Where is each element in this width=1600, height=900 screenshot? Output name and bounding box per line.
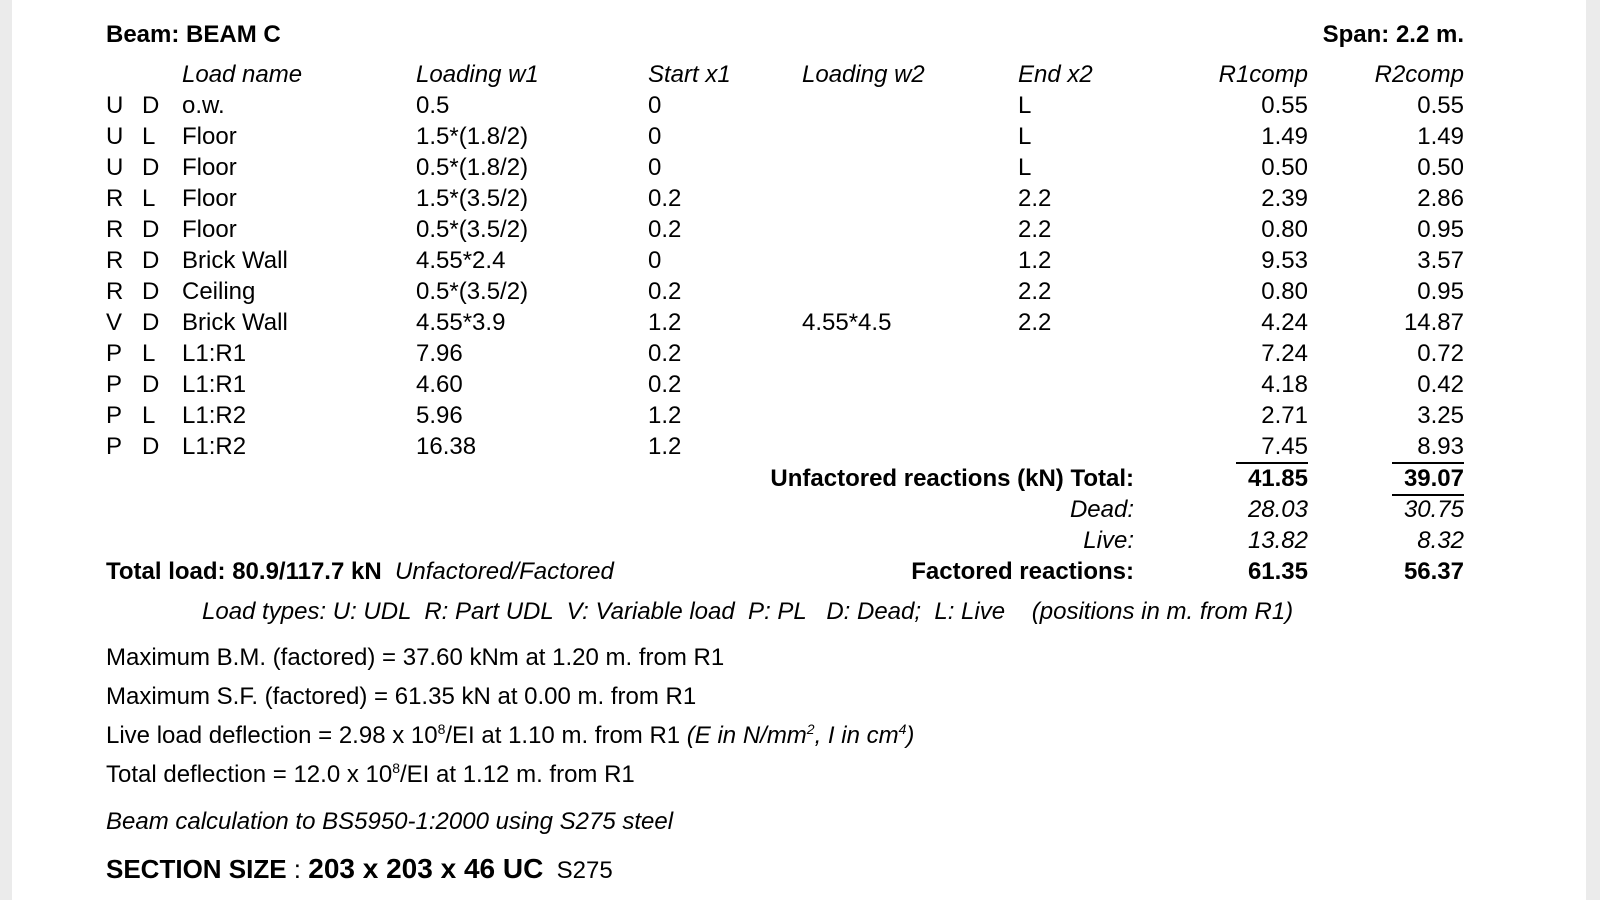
section-grade: S275: [556, 857, 613, 884]
span-label: Span:: [1322, 21, 1390, 48]
load-category: D: [142, 433, 160, 460]
load-name: Brick Wall: [182, 309, 288, 336]
loading-w1: 4.55*3.9: [416, 309, 506, 336]
total-defl-exponent: 8: [392, 760, 400, 776]
units-sup-1: 2: [806, 721, 815, 737]
load-name: L1:R1: [182, 371, 247, 398]
section-size: [106, 852, 613, 888]
load-name: L1:R1: [182, 340, 247, 367]
units-c: ): [906, 722, 915, 749]
dead-label: Dead:: [1069, 496, 1134, 523]
load-type: P: [106, 371, 123, 398]
table-row: [12, 370, 1586, 400]
table-row: [12, 184, 1586, 214]
start-x1: 1.2: [648, 309, 682, 336]
loading-w1: 7.96: [416, 340, 463, 367]
live-defl-text-b: /EI at 1.10 m. from R1: [445, 722, 687, 749]
r2comp: 0.42: [1417, 371, 1464, 398]
start-x1: 0.2: [648, 371, 682, 398]
r1comp: 0.55: [1261, 92, 1308, 119]
r1comp: 2.39: [1261, 185, 1308, 212]
load-type: U: [106, 154, 124, 181]
r1comp: 4.18: [1261, 371, 1308, 398]
total-load: [106, 557, 614, 587]
loading-w1: 0.5: [416, 92, 450, 119]
load-name: Floor: [182, 123, 237, 150]
header-load-name: Load name: [182, 61, 303, 88]
total-load-note: Unfactored/Factored: [395, 558, 614, 585]
table-row: [12, 432, 1586, 462]
start-x1: 1.2: [648, 402, 682, 429]
loading-w1: 16.38: [416, 433, 477, 460]
load-category: D: [142, 278, 160, 305]
section-size-label: SECTION SIZE: [106, 854, 287, 884]
r2comp: 3.25: [1417, 402, 1464, 429]
beam-title: Beam: BEAM C: [106, 21, 281, 48]
load-name: Floor: [182, 185, 237, 212]
header-r1comp: R1comp: [1218, 61, 1308, 88]
load-type: U: [106, 92, 124, 119]
total-defl-text-a: Total deflection = 12.0 x 10: [106, 761, 393, 788]
start-x1: 0: [648, 247, 662, 274]
load-category: D: [142, 371, 160, 398]
header-r2comp: R2comp: [1374, 61, 1464, 88]
load-name: L1:R2: [182, 433, 247, 460]
table-row: [12, 215, 1586, 245]
units-a: (E in N/mm: [686, 722, 807, 749]
end-x2: 2.2: [1018, 309, 1052, 336]
r1comp: 7.24: [1261, 340, 1308, 367]
header-end-x2: End x2: [1018, 61, 1093, 88]
loading-w1: 4.55*2.4: [416, 247, 506, 274]
loading-w1: 1.5*(1.8/2): [416, 123, 529, 150]
loading-w1: 0.5*(3.5/2): [416, 278, 529, 305]
end-x2: 2.2: [1018, 185, 1052, 212]
loading-w1: 1.5*(3.5/2): [416, 185, 529, 212]
load-category: L: [142, 123, 156, 150]
r2comp: 0.55: [1417, 92, 1464, 119]
r1comp: 7.45: [1261, 433, 1308, 460]
loading-w1: 5.96: [416, 402, 463, 429]
header-start-x1: Start x1: [648, 61, 731, 88]
start-x1: 0.2: [648, 216, 682, 243]
calculation-note: Beam calculation to BS5950-1:2000 using S275 steel: [106, 808, 674, 835]
r1comp: 0.80: [1261, 278, 1308, 305]
load-type: R: [106, 185, 124, 212]
load-type: P: [106, 340, 123, 367]
live-r1: 13.82: [1247, 527, 1308, 554]
dead-r1: 28.03: [1247, 496, 1308, 523]
table-row: [12, 308, 1586, 338]
beam-calculation-sheet: [12, 0, 1586, 900]
load-category: D: [142, 92, 160, 119]
load-type: R: [106, 278, 124, 305]
r2comp: 14.87: [1403, 309, 1464, 336]
live-r2: 8.32: [1417, 527, 1464, 554]
factored-r2: 56.37: [1403, 558, 1464, 585]
span-value: 2.2 m.: [1395, 21, 1464, 48]
load-type: U: [106, 123, 124, 150]
header-loading-w1: Loading w1: [416, 61, 539, 88]
span-info: [1212, 20, 1464, 50]
loading-w2: 4.55*4.5: [802, 309, 892, 336]
table-row: [12, 91, 1586, 121]
right-margin: [1586, 0, 1600, 900]
load-category: L: [142, 185, 156, 212]
table-row: [12, 246, 1586, 276]
total-r1: 41.85: [1247, 465, 1308, 492]
end-x2: L: [1018, 154, 1032, 181]
units-b: , I in cm: [814, 722, 899, 749]
table-row: [12, 401, 1586, 431]
load-category: L: [142, 340, 156, 367]
load-name: Brick Wall: [182, 247, 288, 274]
r2comp: 0.50: [1417, 154, 1464, 181]
dead-r2: 30.75: [1403, 496, 1464, 523]
start-x1: 0.2: [648, 340, 682, 367]
header-loading-w2: Loading w2: [802, 61, 925, 88]
load-name: Floor: [182, 154, 237, 181]
section-size-sep: :: [286, 854, 309, 884]
load-type: R: [106, 216, 124, 243]
r2comp: 0.95: [1417, 216, 1464, 243]
end-x2: 2.2: [1018, 278, 1052, 305]
max-bending-moment: Maximum B.M. (factored) = 37.60 kNm at 1.20 m. from R1: [106, 644, 725, 671]
load-category: L: [142, 402, 156, 429]
r1comp: 0.50: [1261, 154, 1308, 181]
end-x2: L: [1018, 92, 1032, 119]
load-type: P: [106, 402, 123, 429]
live-defl-text-a: Live load deflection = 2.98 x 10: [106, 722, 438, 749]
table-row: [12, 153, 1586, 183]
end-x2: 1.2: [1018, 247, 1052, 274]
r1comp: 9.53: [1261, 247, 1308, 274]
end-x2: L: [1018, 123, 1032, 150]
load-category: D: [142, 154, 160, 181]
loading-w1: 4.60: [416, 371, 463, 398]
load-category: D: [142, 216, 160, 243]
start-x1: 0.2: [648, 185, 682, 212]
r1comp: 0.80: [1261, 216, 1308, 243]
live-label: Live:: [1083, 527, 1134, 554]
unfactored-total-label: Unfactored reactions (kN) Total:: [770, 465, 1134, 492]
start-x1: 0: [648, 123, 662, 150]
left-margin: [0, 0, 12, 900]
live-load-deflection: [106, 721, 914, 751]
load-name: Ceiling: [182, 278, 256, 305]
loading-w1: 0.5*(3.5/2): [416, 216, 529, 243]
load-types-legend: Load types: U: UDL R: Part UDL V: Variable load P: PL D: Dead; L: Live (positions in m. from R1): [202, 598, 1294, 625]
load-name: L1:R2: [182, 402, 247, 429]
beam-label: Beam: [106, 21, 172, 48]
total-r2: 39.07: [1392, 464, 1464, 496]
live-defl-units: [687, 722, 915, 749]
live-defl-exponent: 8: [437, 721, 446, 737]
load-name: Floor: [182, 216, 237, 243]
r2comp: 0.95: [1417, 278, 1464, 305]
r2comp: 2.86: [1417, 185, 1464, 212]
loading-w1: 0.5*(1.8/2): [416, 154, 529, 181]
r2comp: 1.49: [1417, 123, 1464, 150]
load-type: V: [106, 309, 123, 336]
total-load-label: Total load: 80.9/117.7 kN: [106, 558, 382, 585]
end-x2: 2.2: [1018, 216, 1052, 243]
start-x1: 0.2: [648, 278, 682, 305]
table-row: [12, 277, 1586, 307]
table-row: [12, 122, 1586, 152]
start-x1: 0: [648, 154, 662, 181]
factored-r1: 61.35: [1247, 558, 1308, 585]
r2comp: 3.57: [1417, 247, 1464, 274]
r1comp: 1.49: [1261, 123, 1308, 150]
start-x1: 0: [648, 92, 662, 119]
load-category: D: [142, 309, 160, 336]
factored-label: Factored reactions:: [911, 558, 1134, 585]
total-defl-text-b: /EI at 1.12 m. from R1: [400, 761, 635, 788]
beam-name: BEAM C: [186, 21, 281, 48]
r2comp: 8.93: [1417, 433, 1464, 460]
load-type: R: [106, 247, 124, 274]
r1comp: 2.71: [1261, 402, 1308, 429]
table-row: [12, 339, 1586, 369]
load-name: o.w.: [182, 92, 225, 119]
r1comp: 4.24: [1261, 309, 1308, 336]
section-size-value: 203 x 203 x 46 UC: [308, 853, 544, 884]
max-shear-force: Maximum S.F. (factored) = 61.35 kN at 0.00 m. from R1: [106, 683, 697, 710]
load-category: D: [142, 247, 160, 274]
r2comp: 0.72: [1417, 340, 1464, 367]
load-type: P: [106, 433, 123, 460]
start-x1: 1.2: [648, 433, 682, 460]
units-sup-2: 4: [898, 721, 907, 737]
total-deflection: [106, 760, 635, 790]
